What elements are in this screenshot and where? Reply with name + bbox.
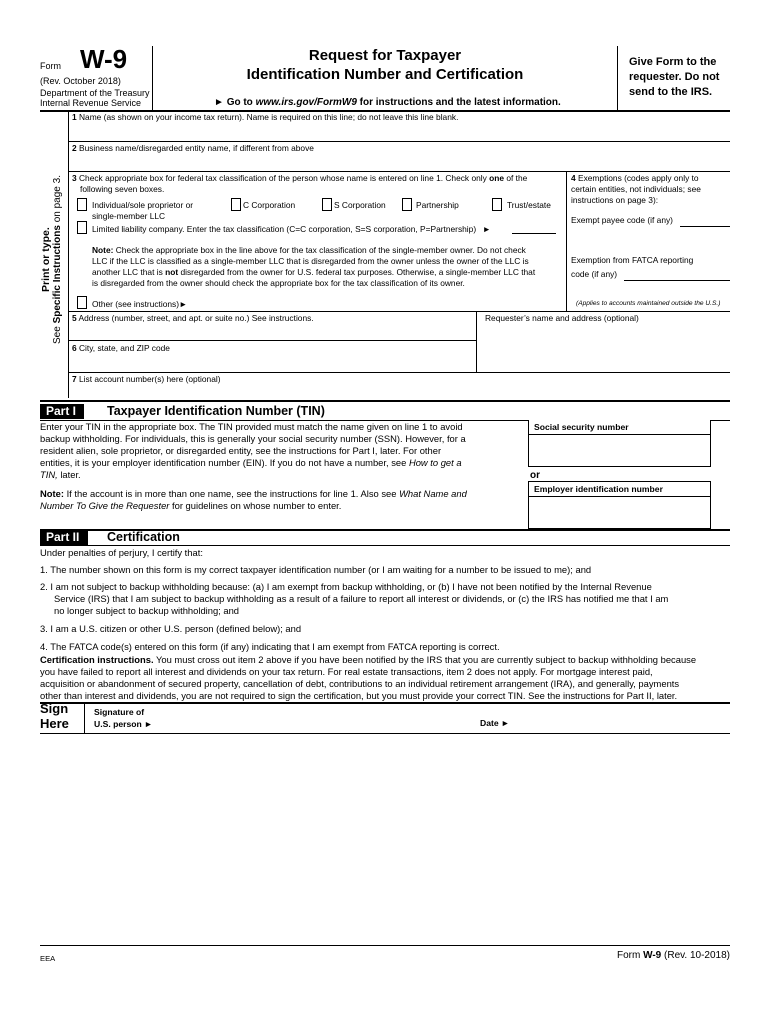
cert-instructions: Certification instructions. You must cross out item 2 above if you have been notified by the IRS that you are currently subject to backup withholding because you have failed to report all interest and dividends on your tax return. For real estate transactions, item 2 does not apply. For mortgage interest paid, acquisition or abandonment of secured property, cancellation of debt, contributions to an individual retirement arrangement (IRA), and generally, payments other than interest and dividends, you are not required to sign the certification, but you must provide your correct TIN. See the instructions for Part II, later. (40, 654, 697, 701)
dept-line1: Department of the Treasury (40, 88, 150, 98)
sign-divider (84, 703, 85, 733)
applies-note: (Applies to accounts maintained outside the U.S.) (576, 300, 721, 307)
signature-label: Signature of U.S. person ► (94, 707, 153, 729)
individual-label: Individual/sole proprietor or single-member LLC (92, 200, 194, 221)
date-field[interactable] (516, 716, 726, 730)
cert-intro: Under penalties of perjury, I certify that: (40, 547, 203, 558)
line2-label: 2 Business name/disregarded entity name, if different from above (72, 143, 314, 153)
footer-rule (40, 945, 730, 946)
form-title-line2: Identification Number and Certification (246, 66, 524, 83)
part2-title-rule (40, 545, 730, 546)
exempt-payee-label: Exempt payee code (if any) (571, 215, 673, 225)
cert-item3: 3. I am a U.S. citizen or other U.S. person (defined below); and (40, 623, 302, 634)
ein-label-rule (528, 496, 710, 497)
business-name-field[interactable] (76, 155, 726, 169)
line3-note: Note: Check the appropriate box in the line above for the tax classification of the single-member owner. Do not check LLC if the LLC is classified as a single-member LLC that is disregarded from the owner unless the owner of the LLC is another LLC that is not disregarded from the owner for U.S. federal tax purposes. Otherwise, a single-member LLC that is disregarded from the owner should check the appropriate box for the tax classification of its owner. (92, 245, 536, 288)
print-or-type-label: Print or type. (40, 227, 52, 292)
form-number: W-9 (80, 44, 128, 74)
line6-label: 6 City, state, and ZIP code (72, 343, 170, 353)
fatca-label: Exemption from FATCA reporting code (if any) (571, 255, 694, 279)
ein-field[interactable] (534, 502, 706, 520)
part1-note: Note: If the account is in more than one name, see the instructions for line 1. Also see What Name and Number To Give the Requester for guidelines on whose number to enter. (40, 488, 467, 511)
specific-instructions-label: See Specific Instructions on page 3. (52, 175, 63, 344)
sign-here-label: Sign Here (40, 701, 69, 731)
s-corp-checkbox[interactable] (322, 198, 332, 211)
requester-field[interactable] (480, 326, 726, 368)
give-form-notice: Give Form to the requester. Do not send to the IRS. (629, 56, 720, 98)
llc-checkbox[interactable] (77, 221, 87, 234)
llc-label: Limited liability company. Enter the tax classification (C=C corporation, S=S corporation, P=Partnership) ► (92, 224, 491, 234)
line4-label: 4 Exemptions (codes apply only to certain entities, not individuals; see instructions on page 3): (571, 173, 701, 205)
sign-bottom (40, 733, 730, 734)
s-corp-label: S Corporation (334, 200, 386, 210)
signature-field[interactable] (158, 716, 468, 730)
part2-title: Certification (107, 530, 180, 544)
cert-item1: 1. The number shown on this form is my correct taxpayer identification number (or I am waiting for a number to be issued to me); and (40, 564, 592, 575)
date-label: Date ► (480, 718, 510, 728)
goto-link[interactable]: www.irs.gov/FormW9 (255, 97, 357, 108)
ein-label: Employer identification number (534, 484, 663, 494)
llc-classification-field[interactable] (514, 221, 554, 233)
or-label: or (530, 470, 540, 481)
goto-instructions: ► Go to www.irs.gov/FormW9 for instructions and the latest information. (214, 97, 561, 108)
trust-checkbox[interactable] (492, 198, 502, 211)
requester-divider (476, 311, 477, 372)
form-word: Form (40, 61, 61, 71)
city-state-zip-field[interactable] (76, 356, 472, 370)
footer-form-id: Form W-9 (Rev. 10-2018) (617, 950, 730, 961)
cert-item2: 2. I am not subject to backup withholding because: (a) I am exempt from backup withholding, or (b) I have not been notified by the Internal Revenue Service (IRS) that I am subject to backup withholding as a result of a failure to report all interest or dividends, or (c) the IRS has notified me that I am no longer subject to backup withholding; and (40, 581, 669, 616)
llc-classification-line (512, 233, 556, 234)
account-numbers-field[interactable] (76, 386, 726, 398)
other-arrow-icon: ► (179, 299, 188, 309)
line7-bottom (40, 400, 730, 402)
line5-label: 5 Address (number, street, and apt. or suite no.) See instructions. (72, 313, 314, 323)
line5-bottom (68, 340, 476, 341)
sidebar-divider (68, 111, 69, 398)
fatca-field[interactable] (626, 268, 728, 280)
other-checkbox[interactable] (77, 296, 87, 309)
revision: (Rev. October 2018) (40, 76, 121, 86)
fatca-line (624, 280, 730, 281)
part1-label: Part I (40, 404, 84, 419)
trust-label: Trust/estate (507, 200, 551, 210)
part1-title: Taxpayer Identification Number (TIN) (107, 404, 325, 418)
date-arrow-icon: ► (501, 718, 510, 728)
ssn-label: Social security number (534, 422, 629, 432)
ssn-field[interactable] (534, 440, 706, 458)
other-field[interactable] (190, 298, 560, 310)
part2-label: Part II (40, 530, 88, 545)
partnership-label: Partnership (416, 200, 459, 210)
cert-bottom (40, 702, 730, 704)
footer-eea: EEA (40, 954, 56, 963)
exempt-payee-line (680, 226, 730, 227)
header-divider-left (152, 46, 153, 112)
line6-bottom (68, 372, 730, 373)
line1-bottom (68, 141, 730, 142)
form-title-line1: Request for Taxpayer (308, 47, 462, 64)
requester-label: Requester’s name and address (optional) (485, 313, 639, 323)
address-field[interactable] (76, 325, 472, 339)
line1-label: 1 Name (as shown on your income tax return). Name is required on this line; do not leave this line blank. (72, 112, 459, 122)
part1-instructions: Enter your TIN in the appropriate box. The TIN provided must match the name given on line 1 to avoid backup withholding. For individuals, this is generally your social security number (SSN). However, for a resident alien, sole proprietor, or disregarded entity, see the instructions for Part I, later. For other entities, it is your employer identification number (EIN). If you do not have a number, see How to get a TIN, later. (40, 421, 466, 480)
llc-arrow-icon: ► (482, 224, 491, 234)
individual-checkbox[interactable] (77, 198, 87, 211)
c-corp-label: C Corporation (243, 200, 296, 210)
partnership-checkbox[interactable] (402, 198, 412, 211)
line7-label: 7 List account number(s) here (optional) (72, 374, 221, 384)
c-corp-checkbox[interactable] (231, 198, 241, 211)
line3-bottom (68, 311, 730, 312)
line2-bottom (68, 171, 730, 172)
name-field[interactable] (76, 124, 726, 138)
ssn-label-rule (528, 434, 710, 435)
line4-divider (566, 171, 567, 311)
cert-item4: 4. The FATCA code(s) entered on this form (if any) indicating that I am exempt from FATCA reporting is correct. (40, 641, 500, 652)
goto-arrow-icon: ► (214, 97, 224, 108)
other-label: Other (see instructions)► (92, 299, 188, 309)
header-divider-right (617, 46, 618, 112)
signature-arrow-icon: ► (144, 719, 153, 729)
dept-line2: Internal Revenue Service (40, 98, 142, 108)
exempt-payee-field[interactable] (682, 214, 728, 226)
line3-label: 3 Check appropriate box for federal tax classification of the person whose name is entered on line 1. Check only one of the following seven boxes. (72, 173, 528, 194)
